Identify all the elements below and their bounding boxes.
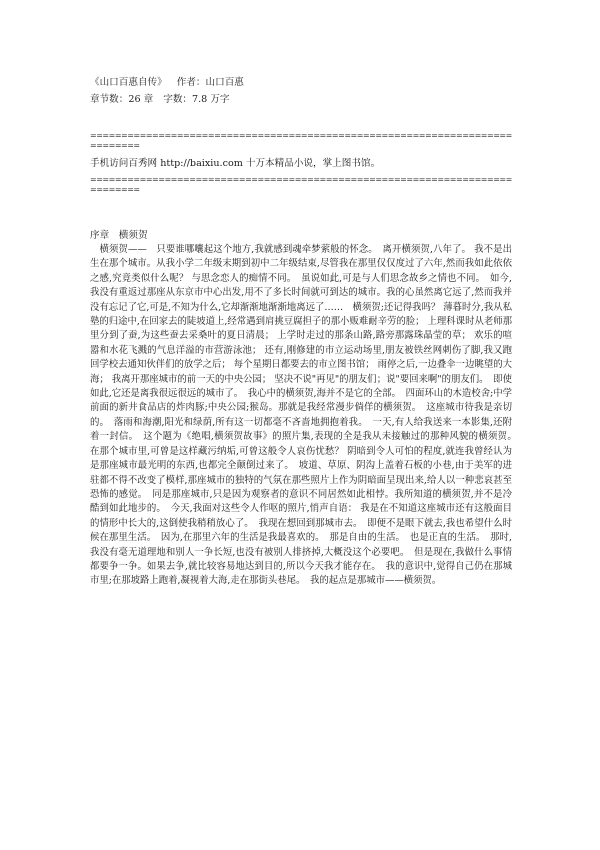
chapters-label: 章节数： bbox=[90, 94, 129, 105]
divider-bottom: ============================================================================ bbox=[90, 175, 512, 194]
mobile-notice: 手机访问百秀网 http://baixiu.com 十万本精品小说，掌上图书馆。 bbox=[90, 158, 381, 169]
meta-line-title-author bbox=[90, 74, 512, 91]
book-meta bbox=[90, 74, 512, 108]
words-label: 字数： bbox=[163, 94, 193, 105]
chapters-count: 26 章 bbox=[128, 94, 154, 105]
book-title: 《山口百惠自传》 bbox=[90, 77, 167, 88]
author-name: 山口百惠 bbox=[205, 77, 244, 88]
divider-top: ============================================================================ bbox=[90, 131, 512, 150]
chapter-title: 序章 横须贺 bbox=[90, 230, 148, 241]
chapter-body: 横须贺—— 只要谁哪囔起这个地方,我就感到魂牵梦萦般的怀念。 离开横须贺,八年了。 我不是出生在那个城市。从我小学二年级末期到初中二年级结束,尽管我在那里仅仅度过了六年,然而我如此依依之感,究竟类似什么呢？ 与思念恋人的痴情不同。 虽说如此,可是与人们思念故乡之情也不同。 如今,我没有重返过那座从东京市中心出发,用不了多长时间就可到达的城市。我的心虽然离它远了,然而我并没有忘记了它,可是,不知为什么,它却渐渐地渐渐地离远了…… 横须贺;还记得我吗？ 薄暮时分,我从私塾的归途中,在回家去的陡坡道上,经常遇到肩挑豆腐担子的那小贩难耐辛劳的脸； 上理科课时从老师那里分到了蚕,为这些蚕去采桑叶的夏日清晨； 上学时走过的那条山路,路旁那露珠晶莹的草； 欢乐的喧嚣和水花飞溅的气息洋溢的市营游泳池； 还有,刚修建的市立运动场里,朋友被铁丝网刺伤了脚,我又跑回学校去通知伙伴们的放学之后； 每个星期日都要去的市立图书馆； 雨停之后,一边叠伞一边眺望的大海； 我离开那座城市的前一天的中央公园； 坚决不说"再见"的朋友们；说"要回来啊"的朋友们。 即使如此,它还是离我很远很远的城市了。 我心中的横须贺,海并不是它的全部。 四面环山的木造校舍;中学前面的新井食品店的炸肉豚;中央公园;猴岛。那就是我经常漫步倘佯的横须贺。 这座城市待我是亲切的。 落雨和海潮,阳光和绿荫,所有这一切都毫不吝啬地拥抱着我。 一天,有人给我送来一本影集,还附着一封信。 这个题为《绝唱,横须贺故事》的照片集,表现的全是我从未接触过的那种风貌的横须贺。 在那个城市里,可曾是这样藏污纳垢,可曾这般令人哀伤忧愁？ 阴暗到令人可怕的程度,就连我曾经认为是那座城市最光明的东西,也都完全颠倒过来了。 坡道、草原、阴沟上盖着石板的小巷,由于美军的进驻都不得不改变了模样,那座城市的独特的气氛在那些照片上作为阴暗面呈现出来,给人以一种悲哀甚至恐怖的感觉。 同是那座城市,只是因为观察者的意识不同居然如此相悖。我所知道的横须贺,并不是冷酷到如此地步的。 今天,我面对这些令人作呕的照片,悄声自语： 我是在不知道这座城市还有这般面目的情形中长大的,这倒使我稍稍放心了。 我现在想回到那城市去。 即便不是眼下就去,我也希望什么时候在那里生活。 因为,在那里六年的生活是我最喜欢的。 那是自由的生活。 也是正直的生活。 那时,我没有毫无道理地和别人一争长短,也没有被别人排挤掉,大概没这个必要吧。 但是现在,我做什么事情都要争一争。如果去争,就比较容易地达到目的,所以今天我才能存在。 我的意识中,觉得自己仍在那城市里;在那坡路上跑着,凝视着大海,走在那街头巷尾。 我的起点是那城市——横须贺。 bbox=[90, 244, 522, 587]
author-label: 作者： bbox=[176, 77, 206, 88]
document-page bbox=[90, 0, 522, 589]
meta-line-stats bbox=[90, 91, 512, 108]
words-count: 7.8 万字 bbox=[192, 94, 230, 105]
